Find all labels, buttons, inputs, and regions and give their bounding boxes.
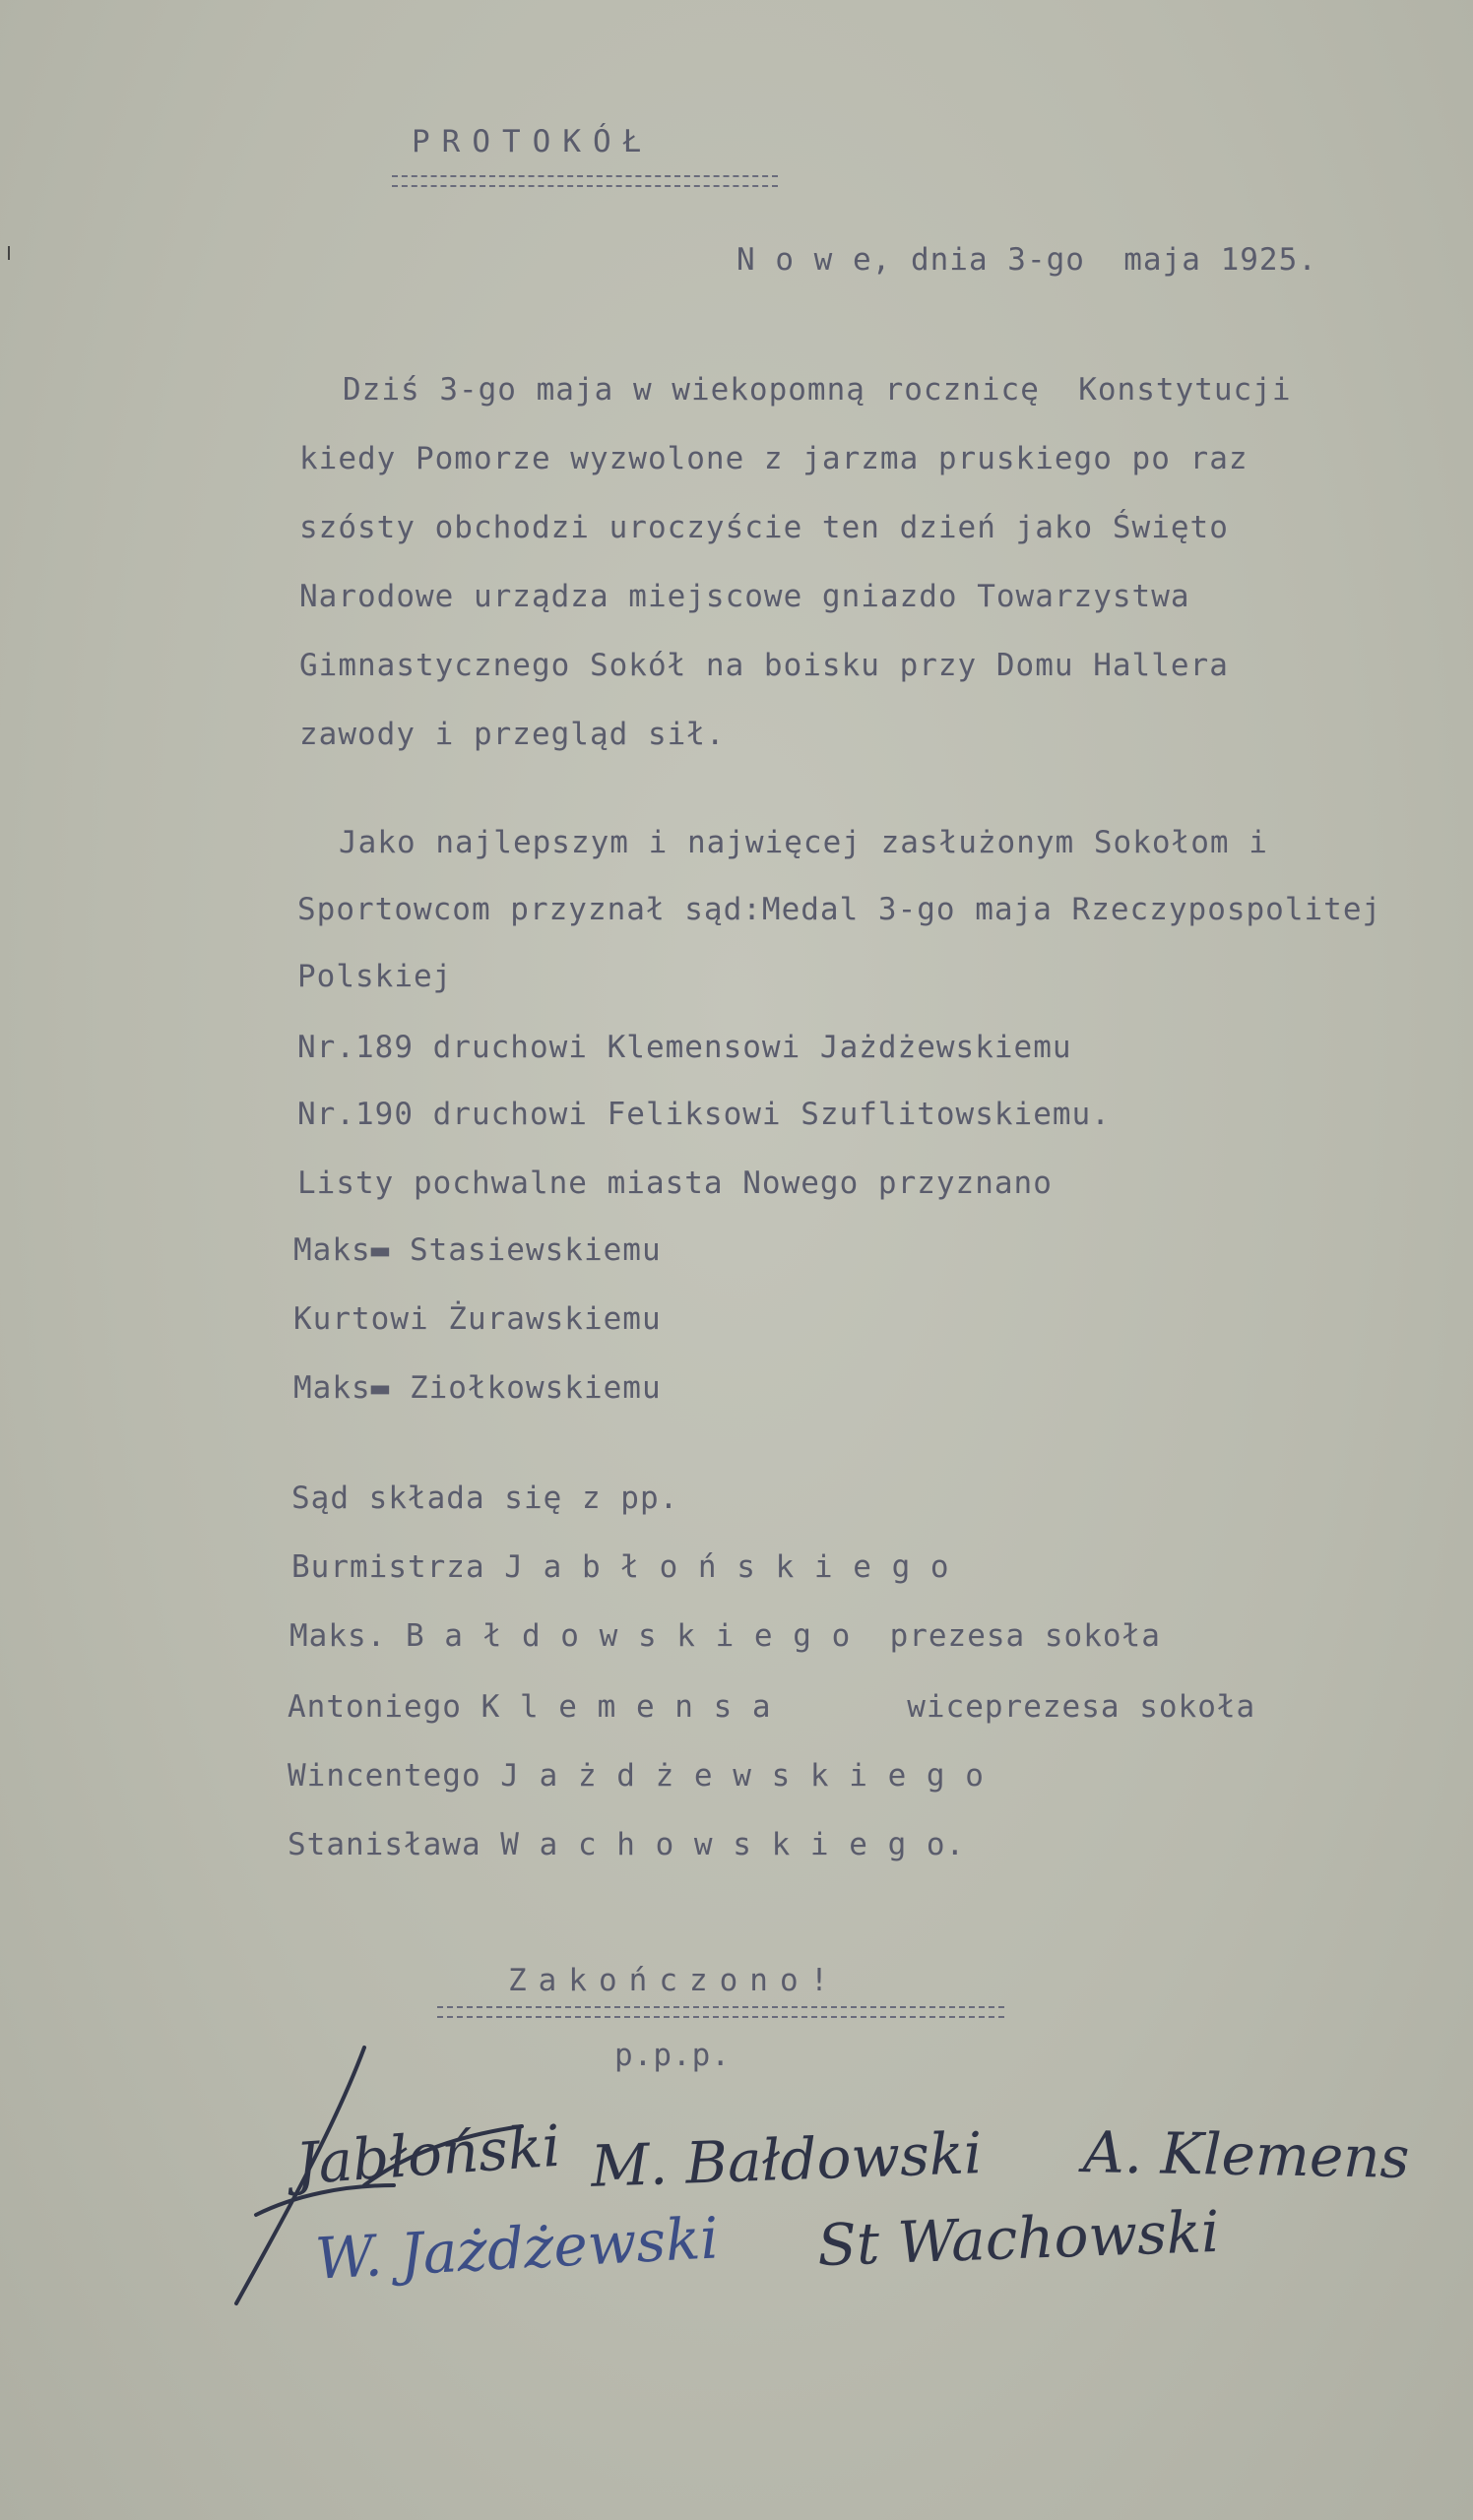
document-title: PROTOKÓŁ	[412, 124, 654, 159]
court-member: Wincentego J a ż d ż e w s k i e g o	[288, 1758, 985, 1794]
text-line: zawody i przegląd sił.	[299, 717, 726, 752]
text-line: Polskiej	[297, 959, 453, 994]
text-line: Sąd składa się z pp.	[291, 1480, 679, 1516]
court-member: Stanisława W a c h o w s k i e g o.	[288, 1827, 966, 1862]
text-line: Narodowe urządza miejscowe gniazdo Towarzystwa	[299, 579, 1190, 614]
signature-jazdzewski: W. Jażdżewski	[313, 2204, 721, 2293]
ppp-text: p.p.p.	[614, 2038, 731, 2073]
text-line: szósty obchodzi uroczyście ten dzień jako Święto	[299, 510, 1229, 545]
text-line: Dziś 3-go maja w wiekopomną rocznicę Konstytucji	[343, 372, 1292, 408]
recipient-line: Maks▬ Ziołkowskiemu	[293, 1370, 662, 1406]
recipient-line: Maks▬ Stasiewskiemu	[293, 1232, 662, 1268]
court-member: Maks. B a ł d o w s k i e g o prezesa sokoła	[289, 1618, 1161, 1654]
signature-wachowski: St Wachowski	[815, 2197, 1221, 2280]
date-line: N o w e, dnia 3-go maja 1925.	[736, 242, 1317, 278]
award-line: Nr.190 druchowi Feliksowi Szuflitowskiemu.	[297, 1097, 1111, 1132]
signature-klemens: A. Klemens	[1082, 2118, 1410, 2191]
award-line: Nr.189 druchowi Klemensowi Jażdżewskiemu	[297, 1030, 1072, 1065]
signature-baldowski: M. Bałdowski	[589, 2119, 984, 2200]
text-line: kiedy Pomorze wyzwolone z jarzma pruskiego po raz	[299, 441, 1249, 476]
text-line: Listy pochwalne miasta Nowego przyznano	[297, 1166, 1053, 1201]
closing-text: Zakończono!	[508, 1963, 841, 1998]
court-member: Antoniego K l e m e n s a wiceprezesa sokoła	[288, 1689, 1256, 1725]
page-mark	[8, 246, 10, 260]
text-line: Sportowcom przyznał sąd:Medal 3-go maja Rzeczypospolitej	[297, 892, 1382, 927]
closing-underline	[437, 2006, 1004, 2018]
text-line: Jako najlepszym i najwięcej zasłużonym Sokołom i	[339, 825, 1268, 860]
text-line: Gimnastycznego Sokół na boisku przy Domu Hallera	[299, 648, 1229, 683]
court-member: Burmistrza J a b ł o ń s k i e g o	[291, 1549, 950, 1585]
recipient-line: Kurtowi Żurawskiemu	[293, 1301, 662, 1337]
title-underline	[392, 175, 778, 187]
signature-jablonski: Jabłoński	[292, 2111, 563, 2198]
